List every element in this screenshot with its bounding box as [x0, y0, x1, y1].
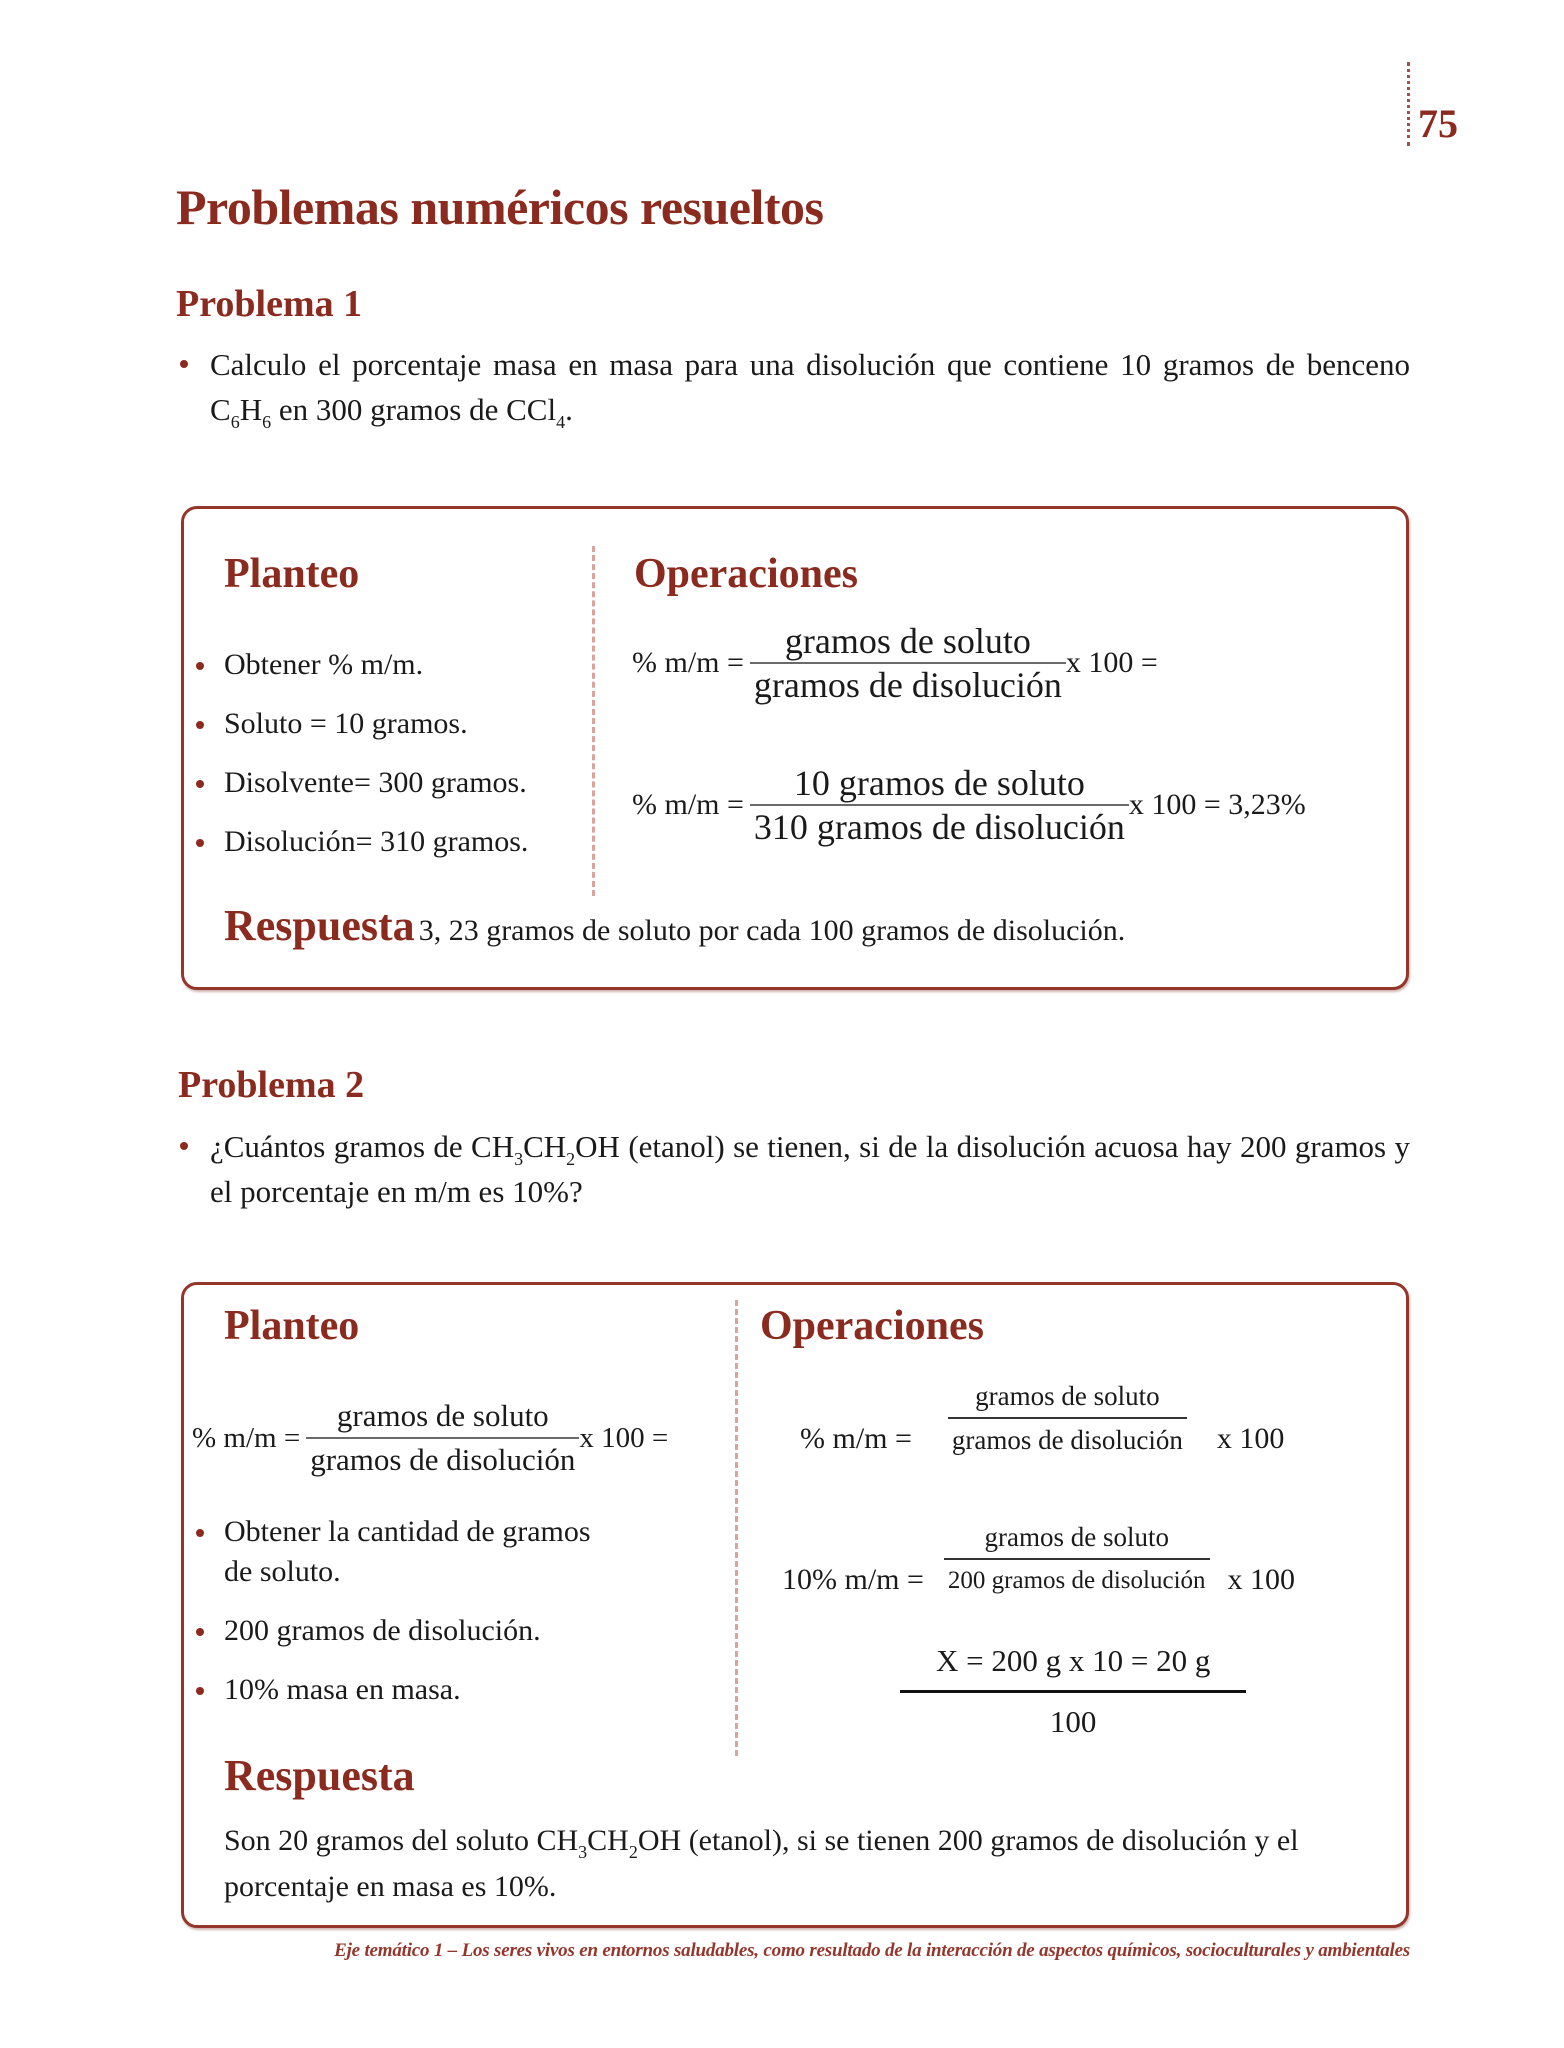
bullet-icon: [196, 780, 204, 788]
bullet-icon: [196, 839, 204, 847]
fraction: $\frac{\text{X = 200 g x 10 = 20 g}}{100}$: [900, 1640, 1246, 1743]
fraction: $\frac{\text{gramos de soluto}}{\text{200 gramos de disolución}}$: [944, 1516, 1210, 1602]
problem-2-statement: ¿Cuántos gramos de $CH_3CH_2OH$ (etanol) se tienen, si de la disolución acuosa hay 200 gramos y el porcentaje en m/m es 10%?: [176, 1124, 1410, 1214]
respuesta-2-text: Son 20 gramos del soluto $CH_3CH_2OH$ (etanol), si se tienen 200 gramos de disolución y el porcentaje en masa es 10%.: [224, 1824, 1299, 1903]
bullet-icon: [180, 360, 188, 368]
formula-result: [900, 1640, 1246, 1743]
page-footer: Eje temático 1 – Los seres vivos en entornos saludables, como resultado de la interacción de aspectos químicos, socioculturales y ambientales: [334, 1940, 1410, 1961]
operaciones-heading: Operaciones: [634, 551, 858, 597]
list-item: 10% masa en masa.: [194, 1670, 614, 1710]
list-item: Disolvente= 300 gramos.: [194, 763, 528, 803]
planteo-list: [194, 1512, 614, 1729]
planteo-heading: Planteo: [224, 551, 360, 597]
bullet-icon: [196, 1628, 204, 1636]
formula-general: % m/m = $\frac{\text{gramos de soluto}}{\text{gramos de disolución}}$ x 100: [800, 1375, 1284, 1461]
formula-general: % m/m = $\frac{\text{gramos de soluto}}{\text{gramos de disolución}}$ x 100 =: [632, 621, 1158, 705]
list-item: Disolución= 310 gramos.: [194, 822, 528, 862]
page-number-rule: [1407, 62, 1410, 146]
formula-general: % m/m = $\frac{\text{gramos de soluto}}{\text{gramos de disolución}}$ x 100 =: [192, 1395, 668, 1481]
planteo-list: [194, 645, 528, 881]
fraction: $\frac{\text{10 gramos de soluto}}{\text{310 gramos de disolución}}$: [750, 762, 1129, 848]
problem-1-title: Problema 1: [176, 283, 363, 325]
problem-2-title: Problema 2: [178, 1064, 365, 1106]
planteo-heading: Planteo: [224, 1303, 360, 1349]
formula-substituted: 10% m/m = $\frac{\text{gramos de soluto}}{\text{200 gramos de disolución}}$ x 100: [782, 1516, 1295, 1602]
formula-substituted: % m/m = $\frac{\text{10 gramos de soluto}}{\text{310 gramos de disolución}}$ x 100 = 3,23%: [632, 763, 1306, 847]
fraction: $\frac{\text{gramos de soluto}}{\text{gramos de disolución}}$: [750, 620, 1066, 706]
respuesta-2-label: Respuesta: [224, 1751, 415, 1800]
list-item: 200 gramos de disolución.: [194, 1611, 614, 1651]
list-item: Obtener la cantidad de gramos de soluto.: [194, 1512, 614, 1592]
problem-1-statement: Calculo el porcentaje masa en masa para una disolución que contiene 10 gramos de benceno $C_6H_6$ en 300 gramos de CCl$_4$.: [176, 342, 1410, 432]
page-number: 75: [1418, 101, 1458, 146]
bullet-icon: [196, 662, 204, 670]
list-item: Soluto = 10 gramos.: [194, 704, 528, 744]
bullet-icon: [196, 721, 204, 729]
fraction: $\frac{\text{gramos de soluto}}{\text{gramos de disolución}}$: [948, 1375, 1187, 1461]
column-divider: [735, 1300, 738, 1756]
operaciones-heading: Operaciones: [760, 1303, 984, 1349]
bullet-icon: [196, 1687, 204, 1695]
bullet-icon: [180, 1142, 188, 1150]
bullet-icon: [196, 1529, 204, 1537]
fraction: $\frac{\text{gramos de soluto}}{\text{gramos de disolución}}$: [306, 1395, 579, 1481]
respuesta-1: Respuesta 3, 23 gramos de soluto por cada 100 gramos de disolución.: [224, 901, 1126, 950]
page-title: Problemas numéricos resueltos: [176, 179, 824, 235]
column-divider: [592, 546, 595, 896]
list-item: Obtener % m/m.: [194, 645, 528, 685]
